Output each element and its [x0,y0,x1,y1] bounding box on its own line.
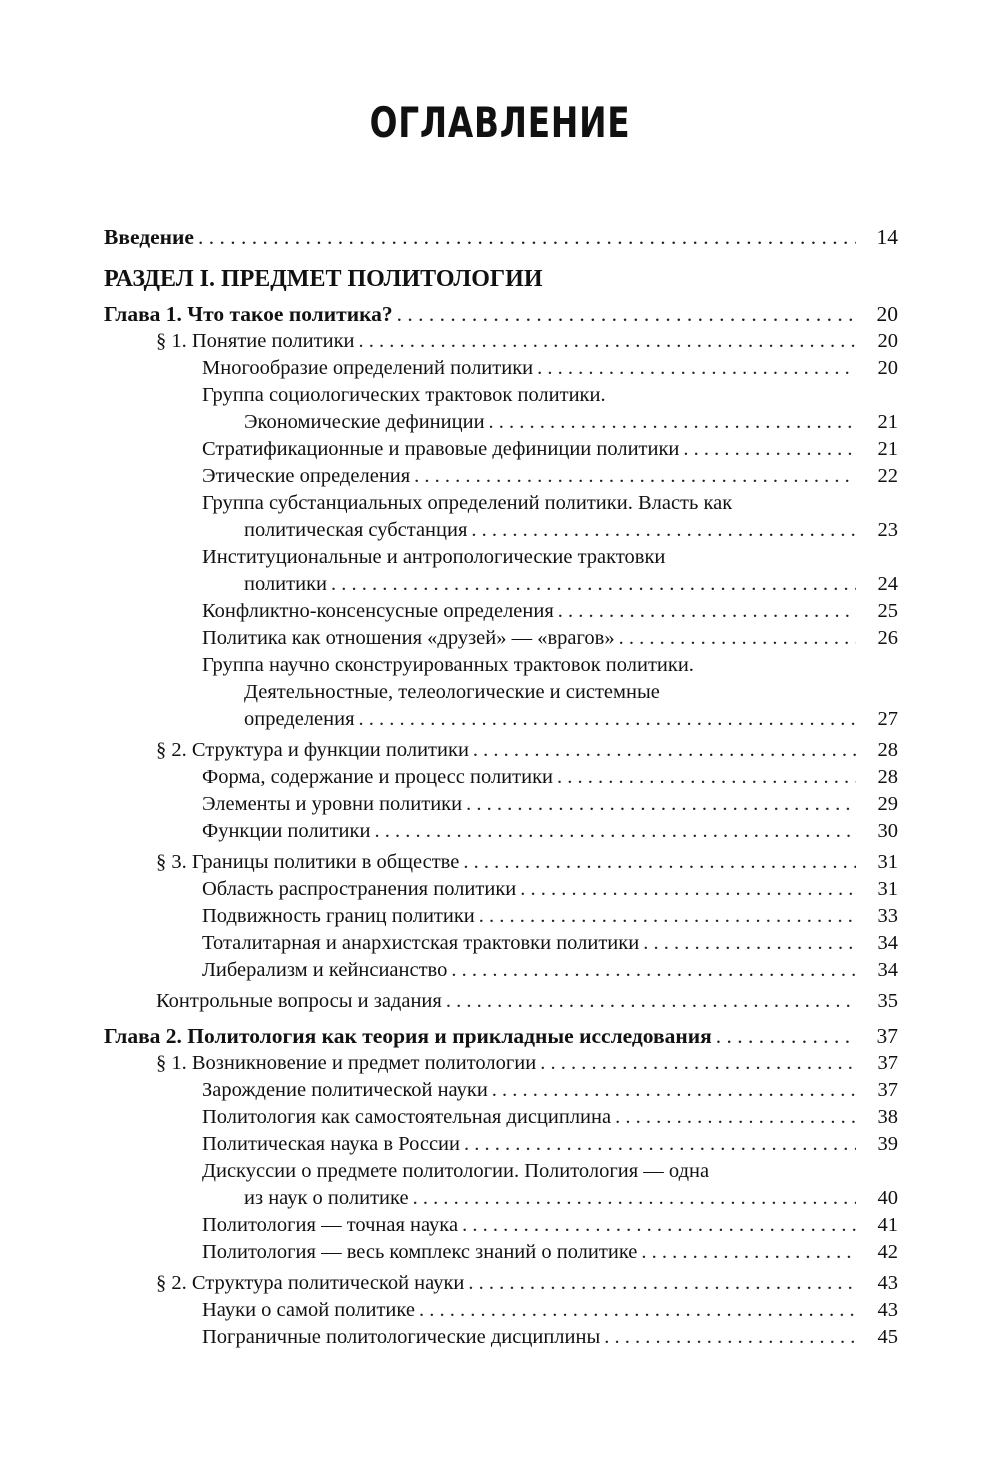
toc-entry-text: Область распространения политики [202,878,517,900]
page-number: 34 [877,932,898,954]
toc-entry-text: § 2. Структура политической науки [156,1272,465,1294]
dot-leader [615,1104,856,1131]
toc-entry-text: Конфликтно-консенсусные определения [202,600,554,622]
toc-subsection[interactable] [104,764,898,791]
page-number: 21 [877,411,898,433]
toc-paragraph[interactable] [104,328,898,355]
dot-leader [492,1077,856,1104]
toc-subsection[interactable] [104,1131,898,1158]
page-number: 43 [877,1272,898,1294]
page-number: 39 [877,1133,898,1155]
dot-leader [463,849,856,876]
toc-entry-text: Экономические дефиниции [244,411,485,433]
page-number: 38 [877,1106,898,1128]
toc-entry-text: Элементы и уровни политики [202,793,463,815]
toc-entry-text: Зарождение политической науки [202,1079,488,1101]
table-of-contents [104,224,898,1351]
toc-subsection[interactable] [104,490,898,544]
dot-leader [198,224,856,251]
toc-entries [104,301,898,1351]
dot-leader [473,737,856,764]
toc-entry-text-line: Деятельностные, телеологические и системные [244,681,660,703]
toc-subsection[interactable] [104,1077,898,1104]
toc-entry-text: политическая субстанция [244,519,468,541]
toc-entry-text: Этические определения [202,465,411,487]
page-title: ОГЛАВЛЕНИЕ [369,98,631,147]
toc-subsection[interactable] [104,1324,898,1351]
page-number: 41 [877,1214,898,1236]
dot-leader [520,876,856,903]
toc-subsection[interactable] [104,1158,898,1212]
page-number: 14 [876,225,898,249]
page-number: 28 [877,739,898,761]
page-number: 37 [876,1024,898,1048]
toc-entry-text-line: Институциональные и антропологические трактовки [202,546,666,568]
toc-subsection[interactable] [104,436,898,463]
page-number: 26 [877,627,898,649]
section-heading: РАЗДЕЛ I. ПРЕДМЕТ ПОЛИТОЛОГИИ [104,266,543,292]
toc-paragraph[interactable] [104,737,898,764]
toc-entry-text: Политология — точная наука [202,1214,459,1236]
toc-subsection[interactable] [104,791,898,818]
toc-entry-text: Политология — весь комплекс знаний о политике [202,1241,638,1263]
toc-entry-text: § 1. Понятие политики [156,330,355,352]
toc-entry-introduction[interactable] [104,224,898,251]
dot-leader [557,764,856,791]
toc-entry-text: Политика как отношения «друзей» — «врагов» [202,627,615,649]
page-number: 20 [877,357,898,379]
toc-entry-text: Функции политики [202,820,371,842]
dot-leader [683,436,856,463]
toc-subsection[interactable] [104,463,898,490]
toc-entry-text: Форма, содержание и процесс политики [202,766,554,788]
page-number: 34 [877,959,898,981]
toc-entry-text: Стратификационные и правовые дефиниции политики [202,438,680,460]
toc-entry-text: Глава 1. Что такое политика? [104,302,393,326]
toc-entry-text: Политология как самостоятельная дисциплина [202,1106,612,1128]
toc-entry-text: политики [244,573,328,595]
dot-leader [540,1050,856,1077]
dot-leader [413,1185,856,1212]
dot-leader [446,988,856,1015]
page-number: 30 [877,820,898,842]
toc-subsection[interactable] [104,1212,898,1239]
toc-subsection[interactable] [104,1297,898,1324]
dot-leader [641,1239,856,1266]
toc-entry-text: § 1. Возникновение и предмет политологии [156,1052,537,1074]
dot-leader [331,571,856,598]
toc-entry-text: Пограничные политологические дисциплины [202,1326,601,1348]
toc-entry-text: Многообразие определений политики [202,357,534,379]
page-number: 20 [877,330,898,352]
page-number: 31 [877,878,898,900]
page-number: 27 [877,708,898,730]
dot-leader [397,301,856,328]
page-number: 24 [877,573,898,595]
page-number: 33 [877,905,898,927]
page-number: 28 [877,766,898,788]
page-number: 29 [877,793,898,815]
dot-leader [414,463,856,490]
toc-paragraph[interactable] [104,1050,898,1077]
dot-leader [464,1131,856,1158]
toc-subsection[interactable] [104,652,898,733]
dot-leader [451,957,856,984]
toc-subsection[interactable] [104,903,898,930]
toc-entry-text: Тоталитарная и анархистская трактовки политики [202,932,640,954]
dot-leader [619,625,856,652]
page-number: 45 [877,1326,898,1348]
toc-entry-text: Науки о самой политике [202,1299,415,1321]
toc-paragraph[interactable] [104,849,898,876]
toc-entry-text-line: Дискуссии о предмете политологии. Политология — одна [202,1160,710,1182]
dot-leader [374,818,856,845]
toc-entry-text: Введение [104,225,194,249]
dot-leader [537,355,856,382]
page-number: 37 [877,1079,898,1101]
dot-leader [468,1270,856,1297]
toc-chapter[interactable] [104,1023,898,1050]
page-number: 35 [877,990,898,1012]
dot-leader [643,930,856,957]
toc-entry-text: Либерализм и кейнсианство [202,959,448,981]
dot-leader [359,706,856,733]
toc-entry-text: из наук о политике [244,1187,409,1209]
page-number: 43 [877,1299,898,1321]
page-number: 37 [877,1052,898,1074]
page-number: 40 [877,1187,898,1209]
dot-leader [462,1212,856,1239]
toc-subsection[interactable] [104,930,898,957]
dot-leader [479,903,856,930]
toc-subsection[interactable] [104,355,898,382]
dot-leader [604,1324,856,1351]
toc-entry-text-line: Группа научно сконструированных трактовок политики. [202,654,694,676]
toc-subsection[interactable] [104,598,898,625]
page-number: 31 [877,851,898,873]
page-number: 22 [877,465,898,487]
dot-leader [419,1297,856,1324]
page-number: 23 [877,519,898,541]
toc-paragraph[interactable] [104,1270,898,1297]
dot-leader [471,517,856,544]
dot-leader [466,791,856,818]
toc-entry-text: § 3. Границы политики в обществе [156,851,460,873]
toc-entry-text: Глава 2. Политология как теория и прикладные исследования [104,1024,712,1048]
toc-subsection[interactable] [104,1104,898,1131]
toc-subsection[interactable] [104,876,898,903]
dot-leader [359,328,857,355]
page-number: 21 [877,438,898,460]
toc-entry-text-line: Группа социологических трактовок политики. [202,384,606,406]
toc-subsection[interactable] [104,1239,898,1266]
toc-subsection[interactable] [104,382,898,436]
page-number: 25 [877,600,898,622]
toc-paragraph[interactable] [104,988,898,1015]
toc-entry-text: § 2. Структура и функции политики [156,739,469,761]
toc-entry-text: определения [244,708,355,730]
dot-leader [558,598,856,625]
toc-subsection[interactable] [104,544,898,598]
toc-chapter[interactable] [104,301,898,328]
toc-entry-text-line: Группа субстанциальных определений политики. Власть как [202,492,733,514]
page-number: 42 [877,1241,898,1263]
toc-entry-text: Политическая наука в России [202,1133,460,1155]
toc-subsection[interactable] [104,957,898,984]
toc-subsection[interactable] [104,818,898,845]
dot-leader [716,1023,856,1050]
toc-subsection[interactable] [104,625,898,652]
page-number: 20 [876,302,898,326]
dot-leader [489,409,856,436]
toc-entry-text: Подвижность границ политики [202,905,475,927]
toc-entry-text: Контрольные вопросы и задания [156,990,442,1012]
